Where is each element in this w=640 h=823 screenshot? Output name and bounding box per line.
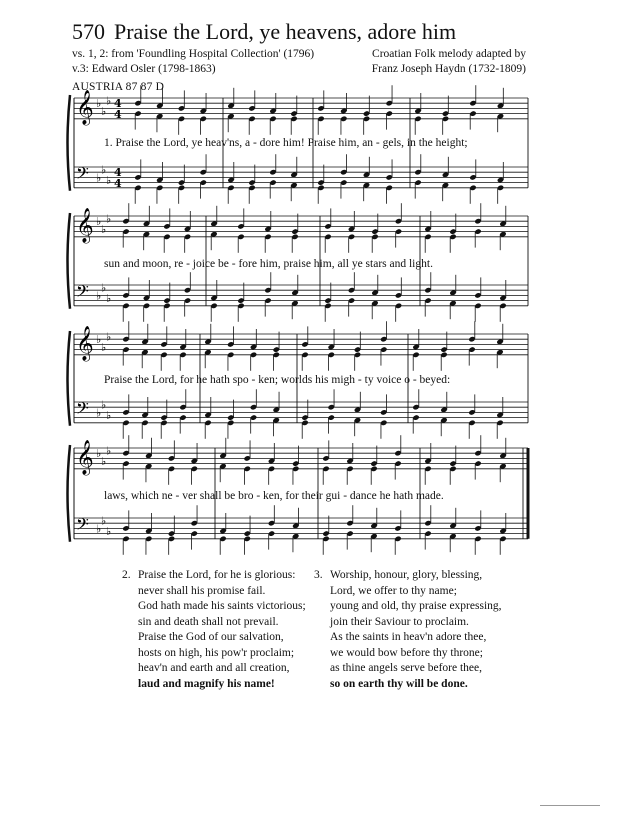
flat-sign: ♭ — [101, 223, 107, 236]
words-credit-line: v.3: Edward Osler (1798-1863) — [72, 63, 216, 75]
bass-clef: 𝄢 — [76, 163, 89, 187]
flat-sign: ♭ — [101, 455, 107, 468]
flat-sign: ♭ — [96, 333, 102, 347]
stanza-2 — [122, 568, 306, 692]
flat-sign: ♭ — [106, 174, 112, 187]
stanza-line: we would bow before thy throne; — [330, 646, 483, 659]
stanza-number: 3. — [314, 569, 323, 581]
bass-clef: 𝄢 — [76, 281, 89, 305]
stanza-line: so on earth thy will be done. — [330, 677, 468, 690]
flat-sign: ♭ — [101, 105, 107, 118]
stanza-line: heav'n and earth and all creation, — [138, 662, 290, 674]
stanza-line: join their Saviour to proclaim. — [330, 615, 469, 628]
flat-sign: ♭ — [106, 444, 112, 458]
flat-sign: ♭ — [106, 525, 112, 538]
stanza-line: laud and magnify his name! — [138, 677, 275, 690]
system-brace — [68, 213, 71, 309]
stanza-line: sin and death shall not prevail. — [138, 615, 279, 628]
stanza-number: 2. — [122, 569, 131, 581]
flat-sign: ♭ — [96, 447, 102, 461]
bass-clef: 𝄢 — [76, 514, 89, 538]
lyrics-line-1: 1. Praise the Lord, ye heav'ns, a - dore him! Praise him, an - gels, in the height; — [104, 137, 468, 149]
flat-sign: ♭ — [96, 406, 102, 420]
lyrics-line-2: sun and moon, re - joice be - fore him, praise him, all ye stars and light. — [104, 258, 433, 270]
flat-sign: ♭ — [96, 97, 102, 111]
time-signature-top: 4 — [114, 166, 122, 179]
stanza-line: Praise the Lord, for he is glorious: — [138, 569, 296, 581]
time-signature-bottom: 4 — [114, 108, 122, 121]
flat-sign: ♭ — [106, 292, 112, 305]
stanza-line: As the saints in heav'n adore thee, — [330, 631, 487, 643]
time-signature-bottom: 4 — [114, 177, 122, 190]
music-credit-line: Franz Joseph Haydn (1732-1809) — [371, 63, 526, 75]
system-brace — [68, 445, 71, 542]
flat-sign: ♭ — [96, 215, 102, 229]
stanza-line: Lord, we offer to thy name; — [330, 584, 457, 597]
treble-clef: 𝄞 — [76, 208, 94, 243]
music-credit-line: Croatian Folk melody adapted by — [372, 48, 526, 60]
flat-sign: ♭ — [106, 212, 112, 226]
stanza-line: as thine angels serve before thee, — [330, 662, 482, 674]
stanza-line: God hath made his saints victorious; — [138, 600, 306, 612]
tune-name: AUSTRIA 87 87 D — [72, 81, 165, 93]
flat-sign: ♭ — [101, 514, 107, 528]
divider — [540, 805, 600, 806]
lyrics-line-3: Praise the Lord, for he hath spo - ken; worlds his migh - ty voice o - beyed: — [104, 374, 451, 386]
flat-sign: ♭ — [96, 171, 102, 185]
lyrics-line-4: laws, which ne - ver shall be bro - ken, for their gui - dance he hath made. — [104, 490, 444, 502]
stanza-line: never shall his promise fail. — [138, 584, 266, 597]
hymn-number: 570 — [72, 19, 105, 44]
stanza-line: Praise the God of our salvation, — [138, 631, 284, 643]
stanza-line: hosts on high, his pow'r proclaim; — [138, 646, 295, 659]
flat-sign: ♭ — [106, 330, 112, 344]
treble-clef: 𝄞 — [76, 326, 94, 361]
system-brace — [68, 95, 71, 191]
flat-sign: ♭ — [101, 398, 107, 412]
flat-sign: ♭ — [101, 281, 107, 295]
time-signature-top: 4 — [114, 97, 122, 110]
stanza-line: young and old, thy praise expressing, — [330, 600, 502, 612]
flat-sign: ♭ — [96, 522, 102, 536]
stanza-line: Worship, honour, glory, blessing, — [330, 569, 483, 581]
flat-sign: ♭ — [101, 163, 107, 177]
flat-sign: ♭ — [96, 289, 102, 303]
stanza-3 — [314, 568, 502, 692]
bass-clef: 𝄢 — [76, 398, 89, 422]
system-brace — [68, 331, 71, 426]
flat-sign: ♭ — [106, 94, 112, 108]
flat-sign: ♭ — [101, 341, 107, 354]
hymn-title: Praise the Lord, ye heavens, adore him — [114, 19, 457, 44]
treble-clef: 𝄞 — [76, 440, 94, 475]
flat-sign: ♭ — [106, 409, 112, 422]
treble-clef: 𝄞 — [76, 90, 94, 125]
words-credit-line: vs. 1, 2: from 'Foundling Hospital Collection' (1796) — [72, 48, 315, 60]
